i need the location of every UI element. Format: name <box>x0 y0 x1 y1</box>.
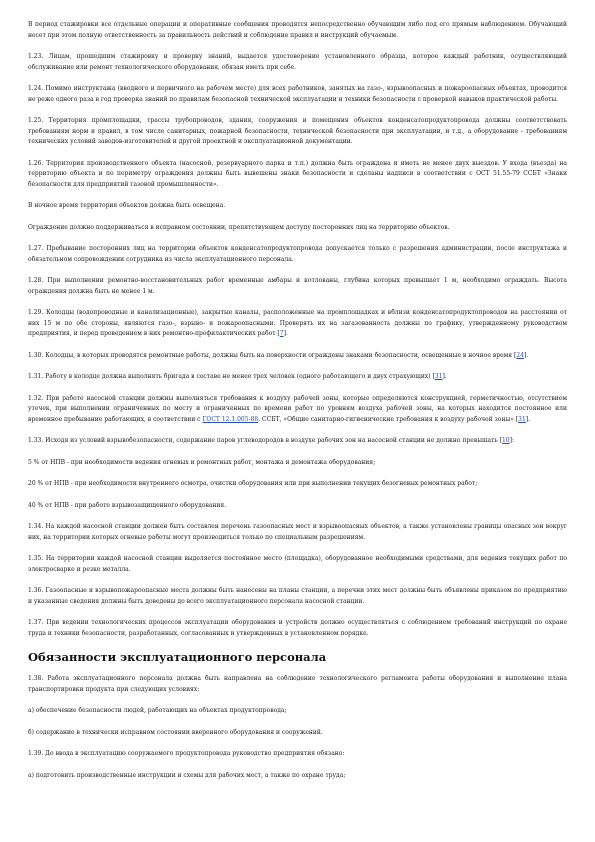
paragraph: 40 % от НПВ - при работе взрывозащищенного оборудования. <box>28 501 227 509</box>
paragraph: 1.39. До ввода в эксплуатацию сооружаемого продуктопровода руководство предприятия обязано: <box>28 750 345 757</box>
paragraph: а) обеспечение безопасности людей, работающих на объектах продуктопровода; <box>28 707 287 714</box>
gost-link[interactable]: ГОСТ 12.1.005-88 <box>202 415 259 423</box>
paragraph-text-end: ]. <box>283 330 288 337</box>
paragraph: б) содержание в технически исправном состоянии вверенного оборудования и сооружений. <box>28 728 323 736</box>
paragraph: 20 % от НПВ - при необходимости внутреннего осмотра, очистки оборудования или при выполнении текущих безогневых ремонтных работ; <box>28 480 478 487</box>
paragraph: 1.23. Лицам, прошедшим стажировку и проверку знаний, выдается удостоверение установленного образца, которое каждый работник, осуществляющий обслуживание или ремонт технологического оборудования, обязан иметь при себе. <box>28 53 567 71</box>
paragraph: 1.35. На территории каждой насосной станции выделяется постоянное место (площадка), оборудованное необходимыми средствами, для ведения текущих работ по электросварке и резке металла. <box>28 555 567 573</box>
paragraph-text: 1.30. Колодцы, в которых проводятся ремонтные работы, должны быть на поверхности ограждены знаками безопасности, освещенные в ночное время [ <box>28 351 517 359</box>
paragraph: 1.25. Территория промплощадки, трассы трубопроводов, здания, сооружения и помещения объектов конденсатопродуктопровода должны соответствовать требованиям норм и правил, в том числе санитарных, пожарной безопасности, технической безопасности при эксплуатации, и т.д., а оборудование - требованиям технических условий заводов-изготовителей и другой проектной и эксплуатационной документации. <box>28 117 567 145</box>
paragraph-text-end: ]. <box>525 415 531 423</box>
paragraph-text-end: ]. <box>523 351 529 359</box>
paragraph-text: 1.33. Исходя из условий взрывобезопасности, содержание паров углеводородов в воздухе рабочих зон на насосной станции не должно превышать [ <box>28 437 502 444</box>
reference-link[interactable]: 10 <box>501 437 510 444</box>
paragraph: 5 % от НПВ - при необходимости ведения огневых и ремонтных работ, монтажа и демонтажа оборудования; <box>28 458 376 466</box>
paragraph-text: 1.31. Работу в колодце должна выполнять бригада в составе не менее трех человек (одного работающего и двух страхующих) [ <box>28 373 435 380</box>
paragraph: 1.26. Территория производственного объекта (насосной, резервуарного парка и т.п.) должна быть ограждена и иметь не менее двух выездов. У входа (въезда) на территорию объекта и по периметру ограждения должны быть вывешены знаки безопасности и сделаны надписи в соответствии с ОСТ 51.55-79 ССБТ «Знаки безопасности для предприятий газовой промышленности». <box>28 159 567 188</box>
paragraph: 1.36. Газоопасные и взрывопожароопасные места должны быть нанесены на планы станции, а перечни этих мест должны быть объявлены приказом по предприятию и указанные сведения должны быть доведены до всего эксплуатационного персонала насосной станции. <box>28 587 567 605</box>
paragraph-1-29 <box>28 308 567 340</box>
paragraph-1-32 <box>28 394 567 426</box>
reference-link[interactable]: 31 <box>434 373 443 380</box>
paragraph-text: 1.32. При работе насосной станции должны выполняться требования к воздуху рабочей зоны, которые определяются конструкцией, герметичностью, отсутствием утечек, при выполнении ограниченных по месту и ограниченных по времени работ по уровням воздуха рабочей зоны, на которых находится постоянное или временное пребывание работающих, в соответствии с <box>28 394 567 423</box>
reference-link[interactable]: 7 <box>279 330 284 337</box>
paragraph: а) подготовить производственные инструкции и схемы для рабочих мест, а также по охране труда; <box>28 771 346 779</box>
paragraph: Ограждение должно поддерживаться в исправном состоянии, препятствующем доступу посторонних лиц на территорию объектов. <box>28 223 450 231</box>
paragraph: 1.24. Помимо инструктажа (вводного и первичного на рабочем месте) для всех работников, занятых на газо-, взрывоопасных и пожароопасных объектах, проводится не реже одного раза в год проверка знаний по правилам безопасной технической эксплуатации и техники безопасности с проверкой навыков практической работы. <box>28 85 567 103</box>
paragraph-1-33 <box>28 436 567 447</box>
paragraph: 1.38. Работа эксплуатационного персонала должна быть направлена на соблюдение технологического регламента работы оборудования и выполнение плана транспортировки продукта при следующих условиях: <box>28 675 567 693</box>
section-heading: Обязанности эксплуатационного персонала <box>28 650 327 664</box>
paragraph-text: 1.29. Колодцы (водопроводные и канализационные), закрытые каналы, расположенные на промплощадках и вблизи конденсатопродуктопроводов на расстоянии от них 15 м по обе стороны, являются газо-, взрыво- и пожароопасными. Проверять их на загазованность должны по графику, утвержденному руководством предприятия, и перед проведением в них ремонтно-профилактических работ [ <box>28 309 567 337</box>
paragraph-text-end: ]. <box>442 373 447 380</box>
paragraph: 1.27. Пребывание посторонних лиц на территории объектов конденсатопродуктопровода допускается только с разрешения администрации, после инструктажа и обязательном сопровождении сотрудника из числа эксплуатационного персонала. <box>28 245 567 263</box>
paragraph: В период стажировки все отдельные операции и оперативные сообщения проводятся непосредственно обучающим либо под его прямым наблюдением. Обучающий несет при этом полную ответственность за правильность действий и соблюдение правил и инструкций обучаемым. <box>28 21 567 39</box>
paragraph: 1.34. На каждой насосной станции должен быть составлен перечень газоопасных мест и взрывоопасных объектов, а также установлены границы опасных зон вокруг них, на территории которых огневые работы могут производиться только по специальным разрешениям. <box>28 523 567 541</box>
reference-link[interactable]: 24 <box>516 351 524 359</box>
paragraph-text-tail: . ССБТ, «Общие санитарно-гигиенические требования к воздуху рабочей зоны» [ <box>258 415 519 423</box>
paragraph: 1.37. При ведении технологических процессов эксплуатации оборудования и устройств должно осуществляться с соблюдением требований инструкций по охране труда и техники безопасности, разработанных, согласованных и утвержденных в установленном порядке. <box>28 619 567 637</box>
paragraph-1-30 <box>28 351 567 362</box>
paragraph-1-31 <box>28 372 567 383</box>
reference-link[interactable]: 31 <box>518 415 526 423</box>
paragraph-text-end: ]: <box>509 437 514 444</box>
paragraph: 1.28. При выполнении ремонтно-восстановительных работ временные амбары и котлованы, глубина которых превышает 1 м, необходимо ограждать. Высота ограждения должна быть не менее 1 м. <box>28 277 567 295</box>
paragraph: В ночное время территория объектов должна быть освещена. <box>28 202 226 209</box>
